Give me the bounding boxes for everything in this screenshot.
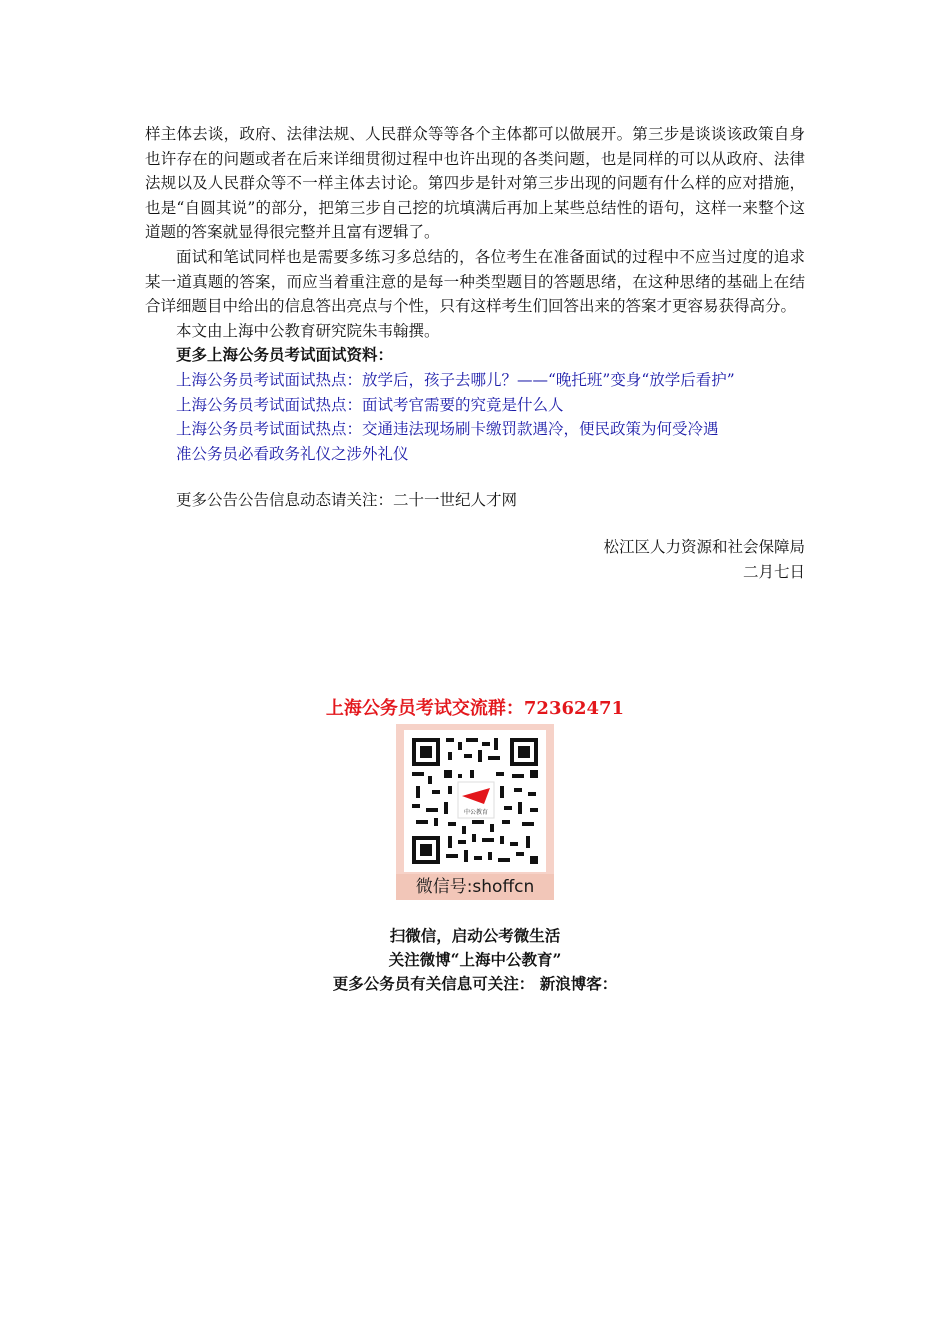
qr-logo-text: 中公教育: [463, 809, 489, 816]
qr-code-icon: [404, 730, 546, 872]
more-info-line: 更多公务员有关信息可关注： 新浪博客：: [332, 974, 618, 993]
wechat-qr-card: [396, 724, 554, 900]
scan-wechat-line: 扫微信，启动公考微生活: [389, 926, 561, 945]
follow-weibo-line: 关注微博“上海中公教育”: [388, 950, 562, 969]
related-link-1[interactable]: 上海公务员考试面试热点：放学后，孩子去哪儿？——“晚托班”变身“放学后看护”: [176, 370, 735, 389]
related-link-2[interactable]: 上海公务员考试面试热点：面试考官需要的究竟是什么人: [176, 395, 564, 414]
follow-info: [0, 924, 950, 996]
related-link-4[interactable]: 准公务员必看政务礼仪之涉外礼仪: [176, 444, 409, 463]
author-note: 本文由上海中公教育研究院朱韦翰撰。: [176, 321, 440, 340]
document-body: [145, 122, 805, 584]
more-materials-heading: 更多上海公务员考试面试资料：: [176, 345, 394, 365]
spacer: [145, 466, 805, 488]
related-link-3[interactable]: 上海公务员考试面试热点：交通违法现场刷卡缴罚款遇冷，便民政策为何受冷遇: [176, 420, 719, 439]
wechat-id-caption: 微信号:shoffcn: [396, 874, 554, 900]
signature-date: 二月七日: [742, 562, 805, 581]
signature-organization: 松江区人力资源和社会保障局: [603, 537, 805, 556]
notice-line: 更多公告公告信息动态请关注：二十一世纪人才网: [176, 491, 518, 510]
exam-group-title: 上海公务员考试交流群：72362471: [325, 698, 625, 719]
promo-section: [0, 696, 950, 996]
spacer: [145, 513, 805, 535]
paragraph-1: 样主体去谈，政府、法律法规、人民群众等等各个主体都可以做展开。第三步是谈谈该政策自身也许存在的问题或者在后来详细贯彻过程中也许出现的各类问题，也是同样的可以从政府、法律法规以及人民群众等不一样主体去讨论。第四步是针对第三步出现的问题有什么样的应对措施，也是“自圆其说”的部分，把第三步自己挖的坑填满后再加上某些总结性的语句，这样一来整个这道题的答案就显得很完整并且富有逻辑了。: [145, 125, 805, 242]
paragraph-2: 面试和笔试同样也是需要多练习多总结的，各位考生在准备面试的过程中不应当过度的追求某一道真题的答案，而应当着重注意的是每一种类型题目的答题思绪，在这种思绪的基础上在结合详细题目中给出的信息答出亮点与个性，只有这样考生们回答出来的答案才更容易获得高分。: [145, 247, 805, 316]
